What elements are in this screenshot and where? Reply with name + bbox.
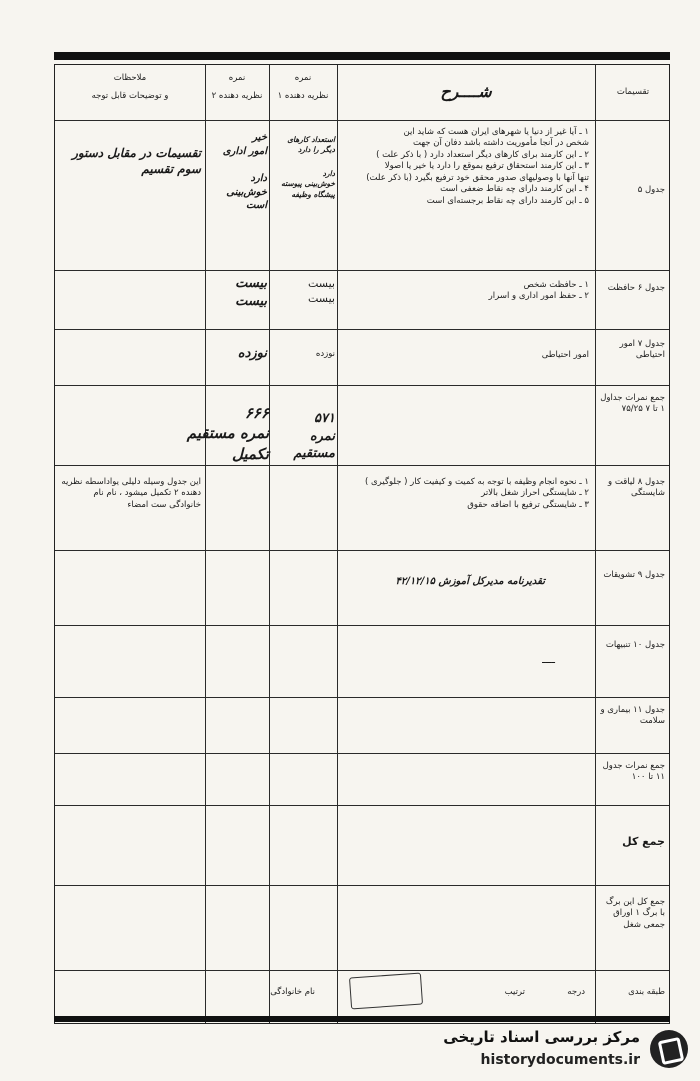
row-division: جدول ۱۰ تنبیهات	[605, 640, 665, 650]
row-divider	[55, 697, 669, 698]
column-divider	[595, 65, 596, 1023]
description-line: ۱ ـ حافظت شخص	[523, 280, 589, 290]
row-division: جمع نمرات جدول ۱۱ تا ۱۰۰	[602, 761, 665, 783]
description-line: ۱ ـ نحوه انجام وظیفه با توجه به کمیت و کیفیت کار ( جلوگیری )	[365, 477, 589, 487]
footer-field: نام خانوادگی	[270, 987, 315, 997]
row-description	[345, 477, 589, 511]
row-description	[345, 280, 589, 303]
header-score2-sub: نظریه دهنده ۲	[211, 91, 263, 101]
header-score2-title: نمره	[228, 73, 246, 83]
notes-cell: این جدول وسیله دلیلی یواداسطه نظریه دهنده ۲ تکمیل میشود ، نام نام خانوادگی ست امضاء	[61, 477, 201, 510]
score2-cell	[207, 131, 267, 213]
score1-cell	[271, 135, 335, 200]
header-notes-title: ملاحظات	[113, 73, 147, 83]
score-text: پیشگاه وظیفه	[291, 189, 335, 199]
score-text: استعداد کارهای دیگر را دارد	[287, 135, 335, 155]
column-divider	[337, 65, 338, 1023]
score-text: امور اداری	[222, 145, 267, 157]
score-text: بیست	[235, 276, 267, 291]
score-text: بیست	[308, 277, 335, 290]
row-divider	[55, 625, 669, 626]
score1-cell	[271, 277, 335, 307]
row-divider	[55, 270, 669, 271]
header-divisions: تقسیمات	[616, 87, 650, 97]
description-line: ۲ ـ این کارمند برای کارهای دیگر استعداد دارد ( با ذکر علت )	[376, 149, 589, 160]
row-description	[345, 127, 589, 207]
footer-field: ترتیب	[504, 987, 525, 997]
row-divider	[55, 385, 669, 386]
row-division: جدول ۸ لیاقت و شایستگی	[608, 477, 665, 499]
evaluation-form	[54, 52, 670, 1027]
description-line: ۵ ـ این کارمند دارای چه نقاط برجسته‌ای است	[426, 195, 589, 206]
row-division: جدول ۶ حافظت	[607, 283, 665, 293]
score-text: نمره مستقیم	[293, 428, 335, 462]
header-notes-sub: و توضیحات قابل توجه	[91, 91, 169, 101]
bottom-rule	[54, 1016, 670, 1022]
row-divider	[55, 465, 669, 466]
row-division: جدول ۷ امور احتیاطی	[619, 339, 665, 361]
description-line: ۱ ـ آیا غیر از دنیا یا شهرهای ایران هست که شاید این	[403, 127, 589, 137]
form-table	[54, 64, 670, 1024]
score-text: ۵۷۱	[314, 411, 335, 426]
score2-cell: نوزده	[237, 346, 267, 361]
footer-field: درجه	[567, 987, 585, 997]
watermark-url: historydocuments.ir	[480, 1052, 640, 1068]
header-description: شــــرح	[440, 82, 492, 101]
score-text: ۶۶۶	[244, 404, 269, 422]
row-divider	[55, 550, 669, 551]
row-divider	[55, 329, 669, 330]
score-text: بیست	[308, 291, 335, 305]
row-division: جدول ۹ تشویقات	[603, 570, 665, 580]
row-description: امور احتیاطی	[541, 350, 589, 360]
row-divider	[55, 753, 669, 754]
notes-cell: تقسیمات در مقابل دستور سوم تقسیم	[72, 146, 201, 177]
archive-logo-icon	[650, 1030, 688, 1068]
top-rule	[54, 52, 670, 60]
row-divider	[55, 970, 669, 971]
row-division: جمع کل این برگ با برگ ۱ اوراق جمعی شغل	[605, 897, 665, 930]
row-divider	[55, 120, 669, 121]
row-division: جمع کل	[622, 835, 665, 848]
row-division: جدول ۱۱ بیماری و سلامت	[600, 705, 665, 727]
score2-cell	[207, 275, 267, 310]
score-text: دارد	[322, 169, 335, 179]
score-text: خوش‌بینی است	[226, 186, 267, 211]
description-line: ۲ ـ شایستگی احراز شغل بالاتر	[481, 488, 589, 499]
score-text: بیست	[235, 293, 267, 309]
signature-stamp	[349, 973, 423, 1010]
score-text: نمره مستقیم تکمیل	[186, 424, 269, 463]
watermark-title: مرکز بررسی اسناد تاریخی	[443, 1028, 640, 1046]
description-line: شخص در آنجا مأموریت داشته باشد دفان آن جهت	[413, 138, 589, 149]
row-division: جدول ۵	[637, 185, 665, 195]
description-line: ۳ ـ این کارمند استحقاق ترفیع بموقع را دارد یا خیر یا اصولا	[384, 161, 589, 172]
description-line: ۴ ـ این کارمند دارای چه نقاط ضعفی است	[440, 184, 589, 195]
header-score1-title: نمره	[294, 73, 312, 83]
score2-cell	[185, 403, 269, 464]
row-divider	[55, 885, 669, 886]
description-line: ۲ ـ حفظ امور اداری و اسرار	[488, 291, 589, 302]
header-score1-sub: نظریه دهنده ۱	[277, 91, 329, 101]
score1-cell: نوزده	[315, 349, 335, 359]
column-divider	[269, 65, 270, 1023]
row-division: جمع نمرات جداول ۱ تا ۷ ۷۵/۲۵	[600, 393, 665, 415]
description-line: تنها آنها با وصولیهای صدور محقق خود ترفیع بگیرد (با ذکر علت)	[366, 172, 589, 183]
score-text: خوش‌بینی پیوسته	[281, 179, 335, 189]
watermark-logo	[408, 1024, 694, 1076]
row-description: ــــ	[542, 653, 555, 666]
score-text: دارد	[250, 173, 267, 184]
column-divider	[205, 65, 206, 1023]
score-text: خیر	[252, 132, 267, 143]
description-line: ۳ ـ شایستگی ترفیع با اضافه حقوق	[467, 499, 589, 510]
score1-cell	[271, 410, 335, 463]
row-description: تقدیرنامه مدیرکل آموزش ۴۲/۱۲/۱۵	[395, 576, 545, 587]
footer-label: طبقه بندی	[628, 987, 665, 997]
row-divider	[55, 805, 669, 806]
